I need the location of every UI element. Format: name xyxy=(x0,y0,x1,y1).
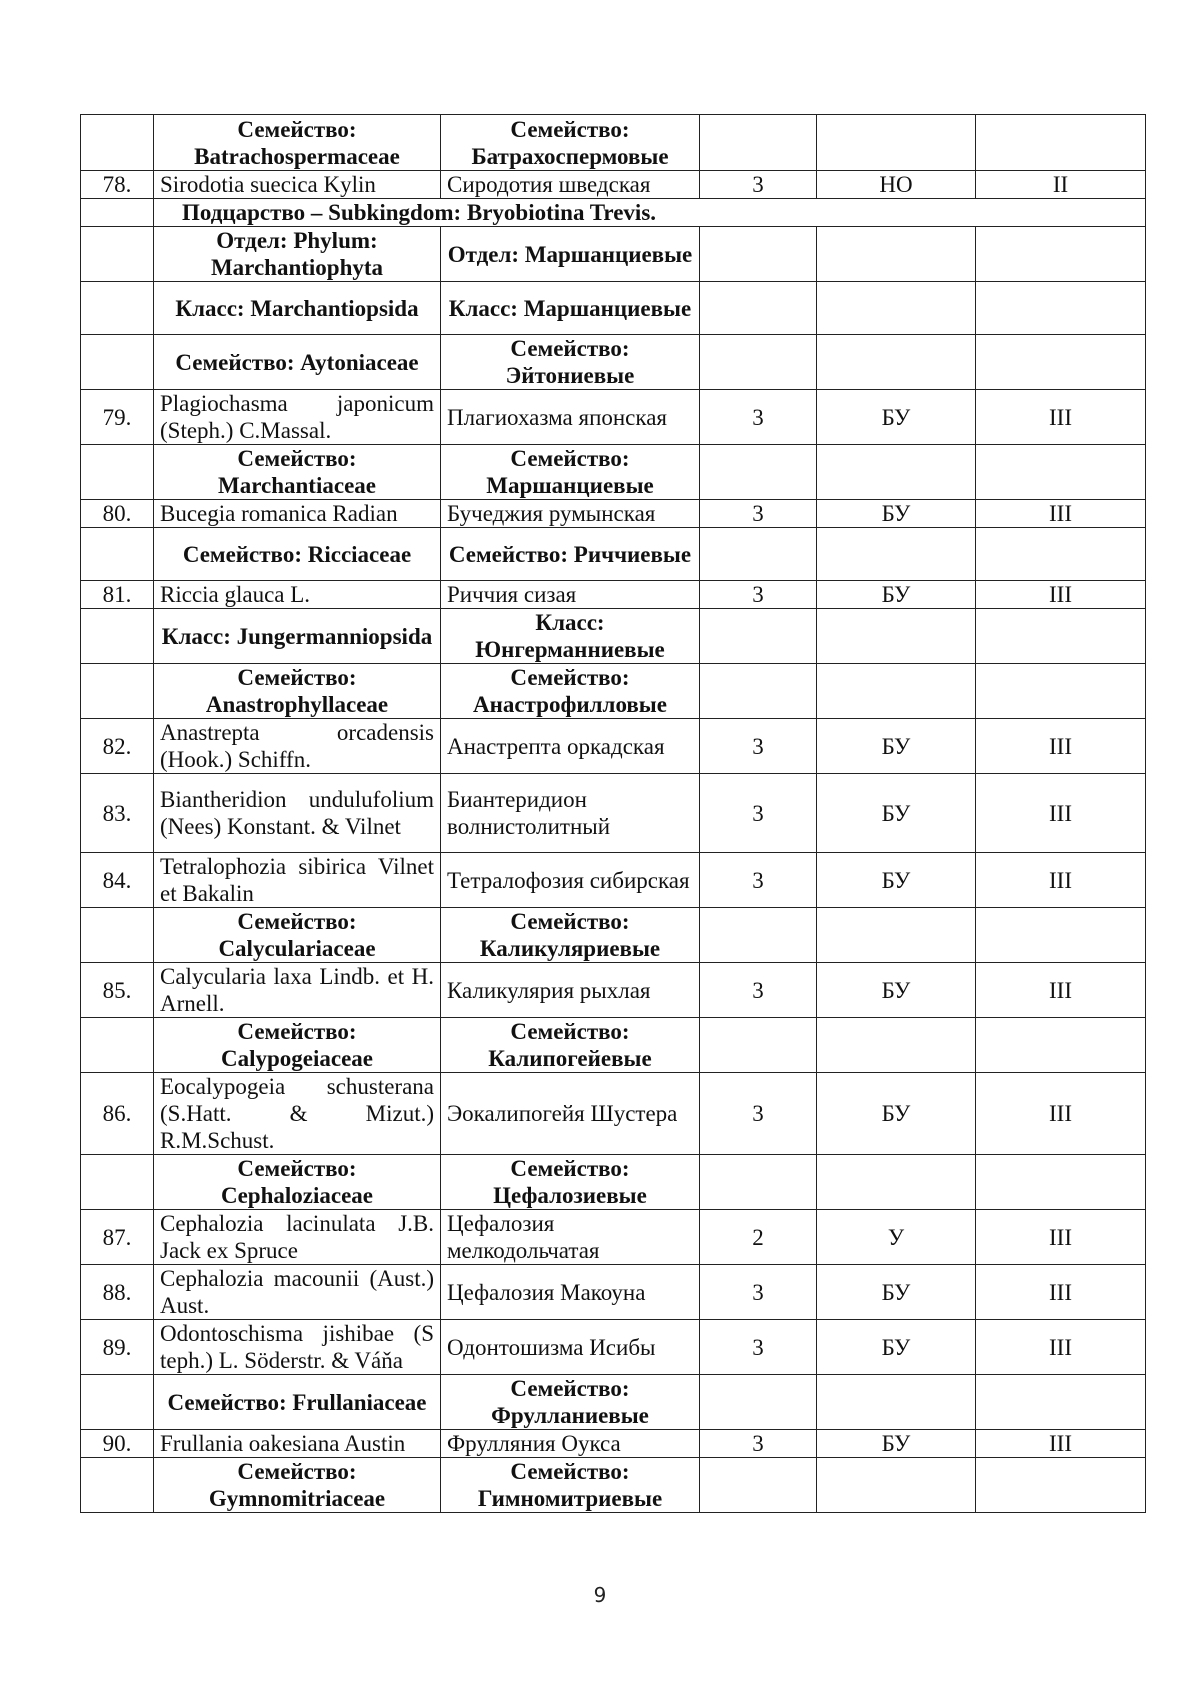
row-number xyxy=(81,664,154,719)
species-row xyxy=(81,1265,1146,1320)
priority-cell xyxy=(976,335,1146,390)
species-row xyxy=(81,774,1146,853)
latin-name: Anastrepta orcadensis (Hook.) Schiffn. xyxy=(154,719,441,774)
status-cell xyxy=(817,1018,976,1073)
taxon-russian: Отдел: Маршанциевые xyxy=(441,227,700,282)
category-cell xyxy=(700,445,817,500)
row-number: 89. xyxy=(81,1320,154,1375)
priority-cell xyxy=(976,1155,1146,1210)
russian-name: Одонтошизма Исибы xyxy=(441,1320,700,1375)
taxon-header-row xyxy=(81,1018,1146,1073)
status-cell xyxy=(817,445,976,500)
priority-cell: III xyxy=(976,1430,1146,1458)
priority-cell xyxy=(976,1458,1146,1513)
taxon-russian: Семейство: Калипогейевые xyxy=(441,1018,700,1073)
priority-cell: III xyxy=(976,390,1146,445)
latin-name: Eocalypogeia schusterana (S.Hatt. & Mizut.) R.M.Schust. xyxy=(154,1073,441,1155)
latin-name: Odontoschisma jishibae (S teph.) L. Söderstr. & Váňa xyxy=(154,1320,441,1375)
priority-cell: III xyxy=(976,774,1146,853)
status-cell: БУ xyxy=(817,390,976,445)
category-cell: 3 xyxy=(700,719,817,774)
status-cell: БУ xyxy=(817,1320,976,1375)
latin-name: Calycularia laxa Lindb. et H. Arnell. xyxy=(154,963,441,1018)
category-cell: 3 xyxy=(700,1430,817,1458)
taxon-russian: Семейство: Фрулланиевые xyxy=(441,1375,700,1430)
row-number: 82. xyxy=(81,719,154,774)
status-cell: БУ xyxy=(817,774,976,853)
latin-name: Tetralophozia sibirica Vilnet et Bakalin xyxy=(154,853,441,908)
priority-cell xyxy=(976,445,1146,500)
taxon-header-row xyxy=(81,335,1146,390)
row-number: 87. xyxy=(81,1210,154,1265)
species-row xyxy=(81,1320,1146,1375)
category-cell: 3 xyxy=(700,1320,817,1375)
latin-name: Frullania oakesiana Austin xyxy=(154,1430,441,1458)
taxon-russian: Семейство: Батрахоспермовые xyxy=(441,115,700,171)
taxon-latin: Семейство: Calyculariaceae xyxy=(154,908,441,963)
priority-cell: III xyxy=(976,1265,1146,1320)
row-number xyxy=(81,528,154,581)
taxon-header-row xyxy=(81,609,1146,664)
species-row xyxy=(81,500,1146,528)
category-cell: 3 xyxy=(700,963,817,1018)
priority-cell xyxy=(976,528,1146,581)
species-row xyxy=(81,963,1146,1018)
row-number xyxy=(81,115,154,171)
latin-name: Cephalozia macounii (Aust.) Aust. xyxy=(154,1265,441,1320)
category-cell: 3 xyxy=(700,1265,817,1320)
taxon-latin: Семейство: Anastrophyllaceae xyxy=(154,664,441,719)
status-cell xyxy=(817,115,976,171)
category-cell xyxy=(700,227,817,282)
row-number xyxy=(81,335,154,390)
taxon-latin: Отдел: Phylum: Marchantiophyta xyxy=(154,227,441,282)
taxon-header-row xyxy=(81,445,1146,500)
latin-name: Biantheridion undulufolium (Nees) Konstant. & Vilnet xyxy=(154,774,441,853)
priority-cell: III xyxy=(976,500,1146,528)
subkingdom-title: Подцарство – Subkingdom: Bryobiotina Trevis. xyxy=(154,199,1146,227)
status-cell xyxy=(817,908,976,963)
taxon-russian: Семейство: Эйтониевые xyxy=(441,335,700,390)
status-cell: НО xyxy=(817,171,976,199)
taxon-russian: Семейство: Цефалозиевые xyxy=(441,1155,700,1210)
taxon-header-row xyxy=(81,1375,1146,1430)
latin-name: Plagiochasma japonicum (Steph.) C.Massal. xyxy=(154,390,441,445)
status-cell xyxy=(817,227,976,282)
taxon-latin: Семейство: Calypogeiaceae xyxy=(154,1018,441,1073)
page-number: 9 xyxy=(593,1583,607,1607)
priority-cell: III xyxy=(976,1073,1146,1155)
row-number xyxy=(81,908,154,963)
taxon-russian: Семейство: Риччиевые xyxy=(441,528,700,581)
priority-cell xyxy=(976,664,1146,719)
row-number xyxy=(81,1155,154,1210)
latin-name: Bucegia romanica Radian xyxy=(154,500,441,528)
category-cell xyxy=(700,609,817,664)
row-number xyxy=(81,1375,154,1430)
row-number xyxy=(81,282,154,335)
russian-name: Риччия сизая xyxy=(441,581,700,609)
category-cell: 3 xyxy=(700,853,817,908)
russian-name: Каликулярия рыхлая xyxy=(441,963,700,1018)
row-number xyxy=(81,199,154,227)
row-number: 85. xyxy=(81,963,154,1018)
taxon-latin: Класс: Jungermanniopsida xyxy=(154,609,441,664)
category-cell xyxy=(700,528,817,581)
taxon-russian: Семейство: Маршанциевые xyxy=(441,445,700,500)
russian-name: Фрулляния Оукса xyxy=(441,1430,700,1458)
row-number xyxy=(81,445,154,500)
taxon-russian: Семейство: Каликуляриевые xyxy=(441,908,700,963)
taxon-header-row xyxy=(81,115,1146,171)
category-cell xyxy=(700,664,817,719)
category-cell: 2 xyxy=(700,1210,817,1265)
status-cell: У xyxy=(817,1210,976,1265)
latin-name: Cephalozia lacinulata J.B. Jack ex Spruce xyxy=(154,1210,441,1265)
status-cell xyxy=(817,1155,976,1210)
category-cell xyxy=(700,282,817,335)
row-number: 83. xyxy=(81,774,154,853)
priority-cell: III xyxy=(976,853,1146,908)
taxon-latin: Семейство: Gymnomitriaceae xyxy=(154,1458,441,1513)
category-cell xyxy=(700,115,817,171)
category-cell: 3 xyxy=(700,500,817,528)
species-row xyxy=(81,1210,1146,1265)
priority-cell xyxy=(976,1375,1146,1430)
status-cell: БУ xyxy=(817,1430,976,1458)
status-cell: БУ xyxy=(817,719,976,774)
taxon-header-row xyxy=(81,908,1146,963)
russian-name: Анастрепта оркадская xyxy=(441,719,700,774)
taxon-russian: Семейство: Гимномитриевые xyxy=(441,1458,700,1513)
taxon-russian: Семейство: Анастрофилловые xyxy=(441,664,700,719)
species-table-body xyxy=(81,115,1146,1513)
priority-cell: III xyxy=(976,963,1146,1018)
species-row xyxy=(81,1430,1146,1458)
russian-name: Сиродотия шведская xyxy=(441,171,700,199)
status-cell xyxy=(817,335,976,390)
taxon-latin: Семейство: Cephaloziaceae xyxy=(154,1155,441,1210)
taxon-header-row xyxy=(81,664,1146,719)
row-number: 84. xyxy=(81,853,154,908)
category-cell: 3 xyxy=(700,581,817,609)
status-cell: БУ xyxy=(817,853,976,908)
row-number: 88. xyxy=(81,1265,154,1320)
taxon-russian: Класс: Маршанциевые xyxy=(441,282,700,335)
russian-name: Тетралофозия сибирская xyxy=(441,853,700,908)
status-cell: БУ xyxy=(817,963,976,1018)
priority-cell xyxy=(976,908,1146,963)
row-number xyxy=(81,227,154,282)
subkingdom-row xyxy=(81,199,1146,227)
status-cell: БУ xyxy=(817,1265,976,1320)
priority-cell xyxy=(976,115,1146,171)
priority-cell xyxy=(976,1018,1146,1073)
species-row xyxy=(81,581,1146,609)
russian-name: Цефалозия мелкодольчатая xyxy=(441,1210,700,1265)
status-cell: БУ xyxy=(817,1073,976,1155)
taxon-latin: Семейство: Ricciaceae xyxy=(154,528,441,581)
category-cell xyxy=(700,1375,817,1430)
priority-cell: III xyxy=(976,1320,1146,1375)
taxon-header-row xyxy=(81,1458,1146,1513)
latin-name: Riccia glauca L. xyxy=(154,581,441,609)
row-number xyxy=(81,1018,154,1073)
priority-cell xyxy=(976,227,1146,282)
species-table xyxy=(80,114,1146,1513)
row-number: 81. xyxy=(81,581,154,609)
status-cell: БУ xyxy=(817,500,976,528)
category-cell xyxy=(700,1458,817,1513)
category-cell: 3 xyxy=(700,774,817,853)
row-number: 86. xyxy=(81,1073,154,1155)
species-row xyxy=(81,719,1146,774)
latin-name: Sirodotia suecica Kylin xyxy=(154,171,441,199)
priority-cell: III xyxy=(976,1210,1146,1265)
russian-name: Плагиохазма японская xyxy=(441,390,700,445)
row-number: 80. xyxy=(81,500,154,528)
row-number: 79. xyxy=(81,390,154,445)
taxon-latin: Семейство: Aytoniaceae xyxy=(154,335,441,390)
row-number: 78. xyxy=(81,171,154,199)
species-row xyxy=(81,171,1146,199)
priority-cell: III xyxy=(976,719,1146,774)
row-number xyxy=(81,1458,154,1513)
category-cell xyxy=(700,1018,817,1073)
taxon-header-row xyxy=(81,528,1146,581)
status-cell xyxy=(817,1375,976,1430)
taxon-header-row xyxy=(81,282,1146,335)
taxon-latin: Семейство: Marchantiaceae xyxy=(154,445,441,500)
russian-name: Бучеджия румынская xyxy=(441,500,700,528)
taxon-latin: Семейство: Frullaniaceae xyxy=(154,1375,441,1430)
taxon-latin: Семейство: Batrachospermaceae xyxy=(154,115,441,171)
category-cell: 3 xyxy=(700,171,817,199)
status-cell xyxy=(817,528,976,581)
russian-name: Цефалозия Макоуна xyxy=(441,1265,700,1320)
status-cell xyxy=(817,282,976,335)
priority-cell xyxy=(976,609,1146,664)
row-number: 90. xyxy=(81,1430,154,1458)
species-row xyxy=(81,390,1146,445)
category-cell xyxy=(700,908,817,963)
priority-cell: III xyxy=(976,581,1146,609)
status-cell xyxy=(817,664,976,719)
species-row xyxy=(81,853,1146,908)
taxon-header-row xyxy=(81,1155,1146,1210)
status-cell xyxy=(817,1458,976,1513)
status-cell: БУ xyxy=(817,581,976,609)
species-row xyxy=(81,1073,1146,1155)
priority-cell xyxy=(976,282,1146,335)
russian-name: Биантеридион волнистолитный xyxy=(441,774,700,853)
category-cell xyxy=(700,1155,817,1210)
taxon-header-row xyxy=(81,227,1146,282)
row-number xyxy=(81,609,154,664)
category-cell: 3 xyxy=(700,1073,817,1155)
russian-name: Эокалипогейя Шустера xyxy=(441,1073,700,1155)
taxon-latin: Класс: Marchantiopsida xyxy=(154,282,441,335)
taxon-russian: Класс: Юнгерманниевые xyxy=(441,609,700,664)
category-cell: 3 xyxy=(700,390,817,445)
priority-cell: II xyxy=(976,171,1146,199)
status-cell xyxy=(817,609,976,664)
category-cell xyxy=(700,335,817,390)
